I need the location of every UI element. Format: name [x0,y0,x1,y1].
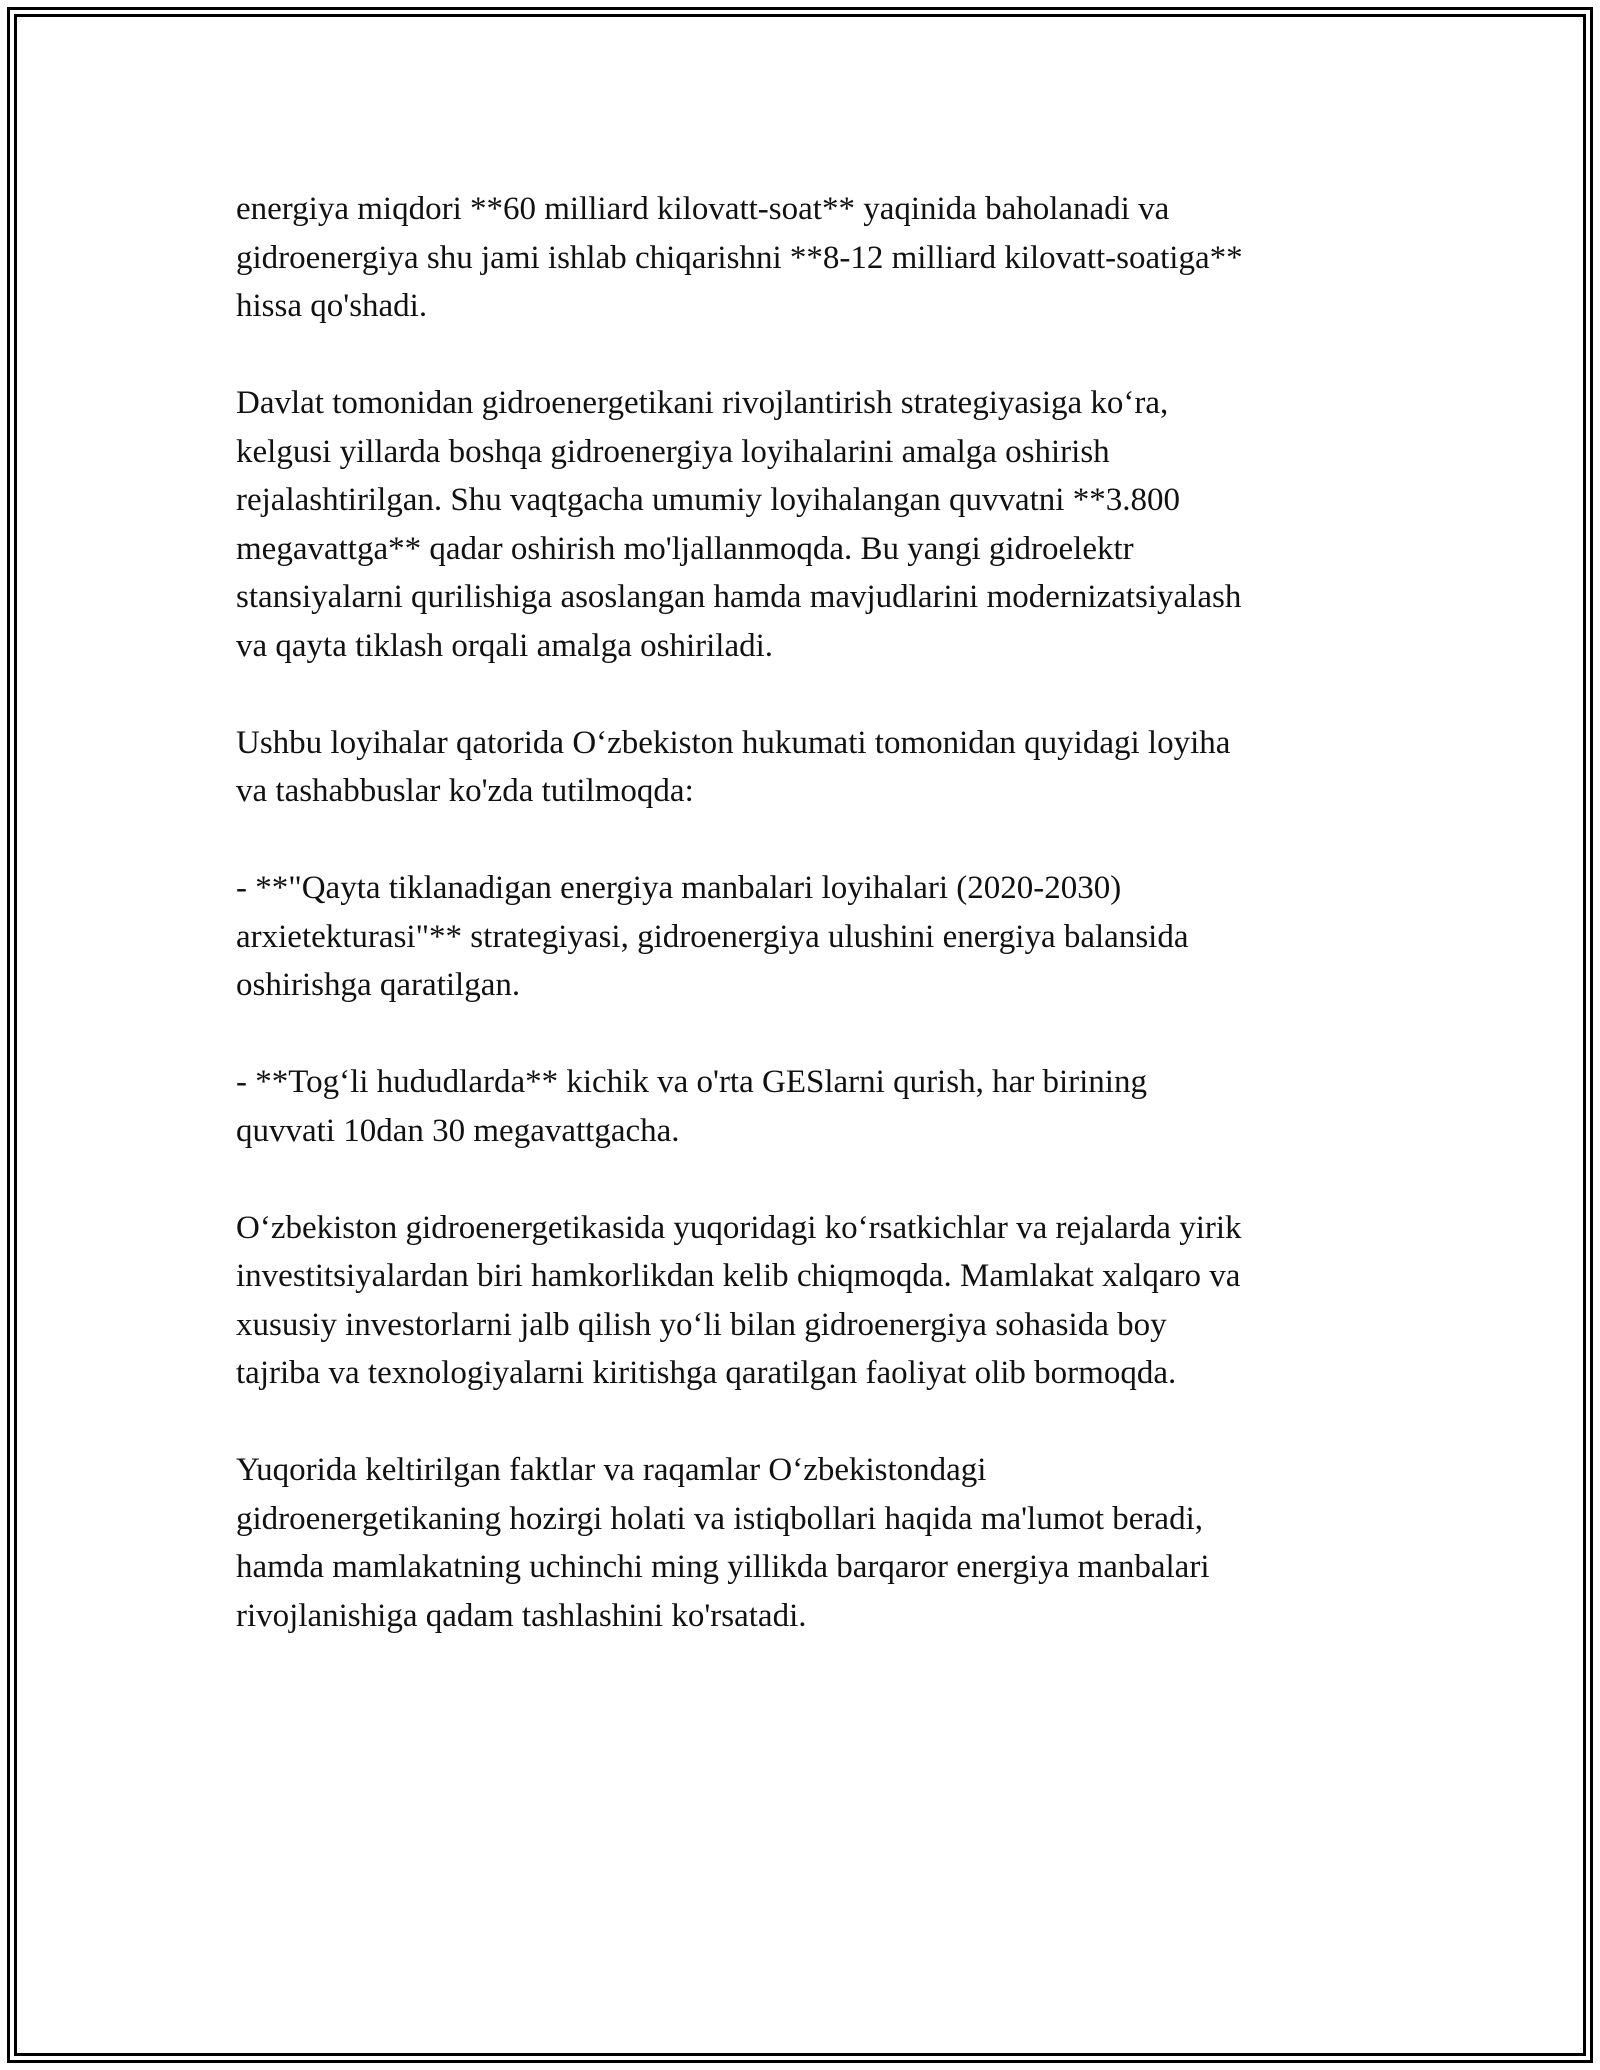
text-line: oshirishga qaratilgan. [236,967,521,1003]
text-line: va qayta tiklash orqali amalga oshiriladi. [236,627,774,664]
text-line: energiya miqdori **60 milliard kilovatt-soat** yaqinida baholanadi va [236,191,1170,227]
text-line: rivojlanishiga qadam tashlashini ko'rsatadi. [236,1597,807,1634]
text-line: Yuqorida keltirilgan faktlar va raqamlar O‘zbekistondagi [236,1452,987,1488]
paragraph [236,719,1376,816]
text-line: O‘zbekiston gidroenergetikasida yuqoridagi ko‘rsatkichlar va rejalarda yirik [236,1209,1242,1246]
text-line: gidroenergetikaning hozirgi holati va istiqbollari haqida ma'lumot beradi, [236,1500,1203,1537]
paragraph [236,185,1376,331]
text-line: tajriba va texnologiyalarni kiritishga qaratilgan faoliyat olib bormoqda. [236,1355,1177,1391]
text-line: xususiy investorlarni jalb qilish yo‘li bilan gidroenergiya sohasida boy [236,1306,1167,1343]
paragraph [236,1204,1376,1398]
text-line: megavattga** qadar oshirish mo'ljallanmoqda. Bu yangi gidroelektr [236,530,1134,567]
text-line: rejalashtirilgan. Shu vaqtgacha umumiy loyihalangan quvvatni **3.800 [236,482,1180,518]
text-line: - **"Qayta tiklanadigan energiya manbalari loyihalari (2020-2030) [236,870,1122,906]
text-line: arxietekturasi"** strategiyasi, gidroenergiya ulushini energiya balansida [236,918,1189,955]
text-line: - **Tog‘li hududlarda** kichik va o'rta GESlarni qurish, har birining [236,1064,1147,1100]
text-line: hamda mamlakatning uchinchi ming yillikda barqaror energiya manbalari [236,1549,1210,1585]
text-line: Ushbu loyihalar qatorida O‘zbekiston hukumati tomonidan quyidagi loyiha [236,724,1231,761]
text-line: investitsiyalardan biri hamkorlikdan kelib chiqmoqda. Mamlakat xalqaro va [236,1258,1241,1294]
text-line: gidroenergiya shu jami ishlab chiqarishni **8-12 milliard kilovatt-soatiga** [236,239,1243,276]
paragraph [236,379,1376,670]
text-line: quvvati 10dan 30 megavattgacha. [236,1112,680,1149]
document-body [236,185,1376,1689]
paragraph [236,1446,1376,1640]
text-line: hissa qo'shadi. [236,288,428,324]
text-line: kelgusi yillarda boshqa gidroenergiya loyihalarini amalga oshirish [236,433,1110,470]
paragraph [236,1058,1376,1155]
text-line: stansiyalarni qurilishiga asoslangan hamda mavjudlarini modernizatsiyalash [236,579,1242,615]
paragraph [236,864,1376,1010]
text-line: Davlat tomonidan gidroenergetikani rivojlantirish strategiyasiga ko‘ra, [236,385,1169,421]
text-line: va tashabbuslar ko'zda tutilmoqda: [236,773,694,809]
